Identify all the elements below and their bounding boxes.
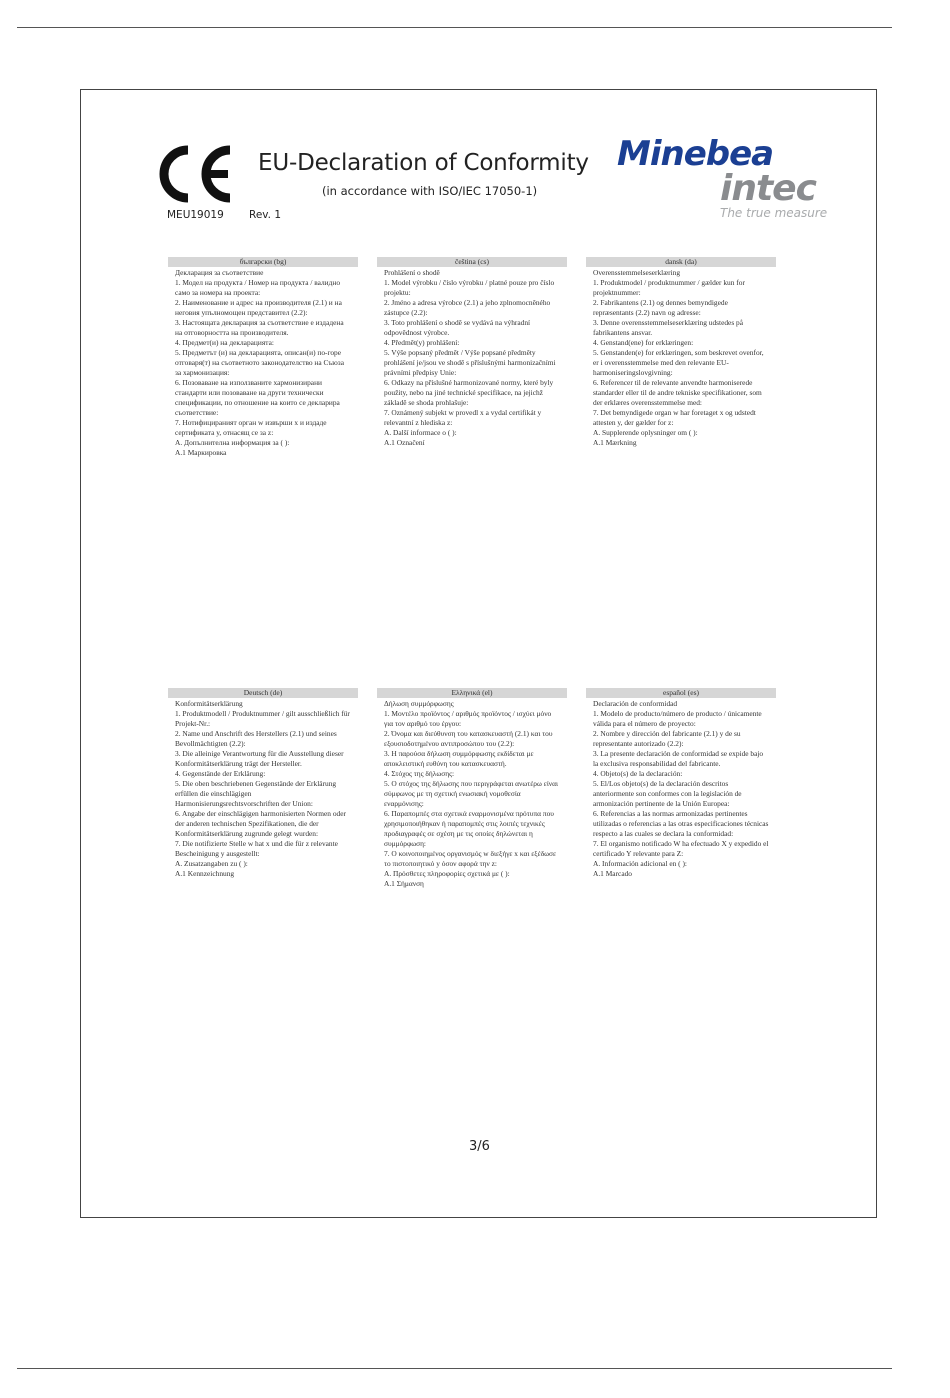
column-line: 2. Όνομα και διεύθυνση του κατασκευαστή (2.1) και του εξουσιοδοτημένου αντιπροσώπου του (2.2): <box>384 729 553 748</box>
column-header: Deutsch (de) <box>168 688 358 698</box>
column-line: 6. Позоваване на използваните хармонизирани стандарти или позоваване на други технически спецификации, по отношение на които се декларира съответствие: <box>175 378 340 417</box>
column-line: A. Πρόσθετες πληροφορίες σχετικά με ( ): <box>384 869 510 878</box>
column-line: A.1 Маркировка <box>175 448 227 457</box>
column-line: 6. Odkazy na příslušné harmonizované normy, které byly použity, nebo na jiné technické specifikace, na jejichž základě se shoda prohlašuje: <box>384 378 554 407</box>
ce-mark-icon <box>158 144 236 204</box>
column-line: 3. Toto prohlášení o shodě se vydává na výhradní odpovědnost výrobce. <box>384 318 531 337</box>
logo-intec: intec <box>720 168 816 209</box>
column-line: 7. Det bemyndigede organ w har foretaget x og udstedt attesten y, der gælder for z: <box>593 408 756 427</box>
column-header: español (es) <box>586 688 776 698</box>
header-rule <box>17 27 892 28</box>
column-line: A. Información adicional en ( ): <box>593 859 687 868</box>
column-line: 2. Name und Anschrift des Herstellers (2.1) und seines Bevollmächtigten (2.2): <box>175 729 337 748</box>
column-line: 3. Настоящата декларация за съответствие е издадена на отговорността на производителя. <box>175 318 344 337</box>
column-line: 2. Jméno a adresa výrobce (2.1) a jeho zplnomocněného zástupce (2.2): <box>384 298 551 317</box>
revision-label: Rev. 1 <box>249 209 282 221</box>
column-line: 4. Genstand(ene) for erklæringen: <box>593 338 694 347</box>
column-line: A. Zusatzangaben zu ( ): <box>175 859 248 868</box>
column-line: 3. La presente declaración de conformidad se expide bajo la exclusiva responsabilidad del fabricante. <box>593 749 764 768</box>
column-line: 5. Die oben beschriebenen Gegenstände der Erklärung erfüllen die einschlägigen Harmonisierungsrechtsvorschriften der Union: <box>175 779 337 808</box>
column-line: 1. Produktmodell / Produktnummer / gilt ausschließlich für Projekt-Nr.: <box>175 709 350 728</box>
language-column-es <box>586 688 776 879</box>
column-line: Prohlášení o shodě <box>384 268 440 277</box>
footer-rule <box>17 1368 892 1369</box>
column-line: A.1 Označení <box>384 438 425 447</box>
column-line: 5. El/Los objeto(s) de la declaración descritos anteriormente son conformes con la legislación de armonización pertinente de la Unión Europea: <box>593 779 742 808</box>
column-line: A.1 Kennzeichnung <box>175 869 235 878</box>
column-line: 7. Нотифицираният орган w извърши x и издаде сертификата y, отнасящ се за z: <box>175 418 327 437</box>
column-line: 1. Produktmodel / produktnummer / gælder kun for projektnummer: <box>593 278 745 297</box>
column-line: 2. Nombre y dirección del fabricante (2.1) y de su representante autorizado (2.2): <box>593 729 741 748</box>
column-line: 4. Předmět(y) prohlášení: <box>384 338 460 347</box>
column-line: 3. Denne overensstemmelseserklæring udstedes på fabrikantens ansvar. <box>593 318 744 337</box>
language-column-da <box>586 257 776 448</box>
column-line: 1. Модел на продукта / Номер на продукта / валидно само за номера на проекта: <box>175 278 341 297</box>
column-line: 6. Referencias a las normas armonizadas pertinentes utilizadas o referencias a las otras especificaciones técnicas respecto a las cuales se declara la conformidad: <box>593 809 769 838</box>
language-column-cs <box>377 257 567 448</box>
column-line: 3. Die alleinige Verantwortung für die Ausstellung dieser Konformitätserklärung trägt der Hersteller. <box>175 749 344 768</box>
column-line: A.1 Marcado <box>593 869 632 878</box>
column-line: 1. Μοντέλο προϊόντος / αριθμός προϊόντος / ισχύει μόνο για τον αριθμό του έργου: <box>384 709 552 728</box>
language-column-de <box>168 688 358 879</box>
column-line: Δήλωση συμμόρφωσης <box>384 699 454 708</box>
column-line: 7. Oznámený subjekt w provedl x a vydal certifikát y relevantní z hlediska z: <box>384 408 542 427</box>
column-header: dansk (da) <box>586 257 776 267</box>
column-line: 4. Предмет(и) на декларацията: <box>175 338 274 347</box>
column-line: 1. Model výrobku / číslo výrobku / platné pouze pro číslo projektu: <box>384 278 555 297</box>
column-line: A.1 Mærkning <box>593 438 637 447</box>
column-line: Декларация за съответствие <box>175 268 264 277</box>
column-line: 4. Στόχος της δήλωσης: <box>384 769 455 778</box>
document-number: MEU19019 <box>167 209 224 221</box>
column-header: čeština (cs) <box>377 257 567 267</box>
column-line: 6. Referencer til de relevante anvendte harmoniserede standarder eller til de andre tekniske specifikationer, som der erklæres overensstemmelse med: <box>593 378 762 407</box>
column-line: 6. Παραπομπές στα σχετικά εναρμονισμένα πρότυπα που χρησιμοποιήθηκαν ή παραπομπές στις λοιπές τεχνικές προδιαγραφές σε σχέση με τις οποίες δηλώνεται η συμμόρφωση: <box>384 809 554 848</box>
page-number: 3/6 <box>469 1139 490 1154</box>
column-line: Overensstemmelseserklæring <box>593 268 681 277</box>
column-line: A. Další informace o ( ): <box>384 428 457 437</box>
document-subtitle: (in accordance with ISO/IEC 17050-1) <box>322 184 538 198</box>
column-line: 4. Gegenstände der Erklärung: <box>175 769 266 778</box>
column-line: 7. Die notifizierte Stelle w hat x und die für z relevante Bescheinigung y ausgestellt: <box>175 839 338 858</box>
column-line: A. Допълнителна информация за ( ): <box>175 438 290 447</box>
document-title: EU-Declaration of Conformity <box>258 150 589 176</box>
column-line: 2. Наименование и адрес на производителя (2.1) и на неговия упълномощен представител (2.2): <box>175 298 342 317</box>
column-line: A. Supplerende oplysninger om ( ): <box>593 428 698 437</box>
column-header: Ελληνικά (el) <box>377 688 567 698</box>
column-line: 1. Modelo de producto/número de producto / únicamente válida para el número de proyecto: <box>593 709 762 728</box>
column-line: 5. Genstanden(e) for erklæringen, som beskrevet ovenfor, er i overensstemmelse med den relevante EU-harmoniseringslovgivning: <box>593 348 764 377</box>
column-line: 5. Ο στόχος της δήλωσης που περιγράφεται ανωτέρω είναι σύμφωνος με τη σχετική ενωσιακή νομοθεσία εναρμόνισης: <box>384 779 559 808</box>
column-line: 5. Предметът (и) на декларацията, описан(и) по-горе отговаря(т) на съответното законодателство на Съюза за хармонизация: <box>175 348 344 377</box>
logo-minebea: Minebea <box>617 134 774 174</box>
column-line: 2. Fabrikantens (2.1) og dennes bemyndigede repræsentants (2.2) navn og adresse: <box>593 298 728 317</box>
column-line: 4. Objeto(s) de la declaración: <box>593 769 683 778</box>
column-line: 7. El organismo notificado W ha efectuado X y expedido el certificado Y relevante para Z: <box>593 839 769 858</box>
column-line: 5. Výše popsaný předmět / Výše popsané předměty prohlášení je/jsou ve shodě s příslušnými harmonizačními právními předpisy Unie: <box>384 348 556 377</box>
language-column-el <box>377 688 567 889</box>
language-column-bg <box>168 257 358 458</box>
column-line: 7. Ο κοινοποιημένος οργανισμός w διεξήγε x και εξέδωσε το πιστοποιητικό y όσον αφορά την z: <box>384 849 557 868</box>
column-line: 6. Angabe der einschlägigen harmonisierten Normen oder der anderen technischen Spezifikationen, die der Konformitätserklärung zugrunde gelegt wurden: <box>175 809 346 838</box>
column-line: 3. Η παρούσα δήλωση συμμόρφωσης εκδίδεται με αποκλειστική ευθύνη του κατασκευαστή. <box>384 749 534 768</box>
column-line: A.1 Σήμανση <box>384 879 424 888</box>
column-line: Declaración de conformidad <box>593 699 678 708</box>
column-line: Konformitätserklärung <box>175 699 243 708</box>
logo-tagline: The true measure <box>720 206 828 220</box>
column-header: български (bg) <box>168 257 358 267</box>
